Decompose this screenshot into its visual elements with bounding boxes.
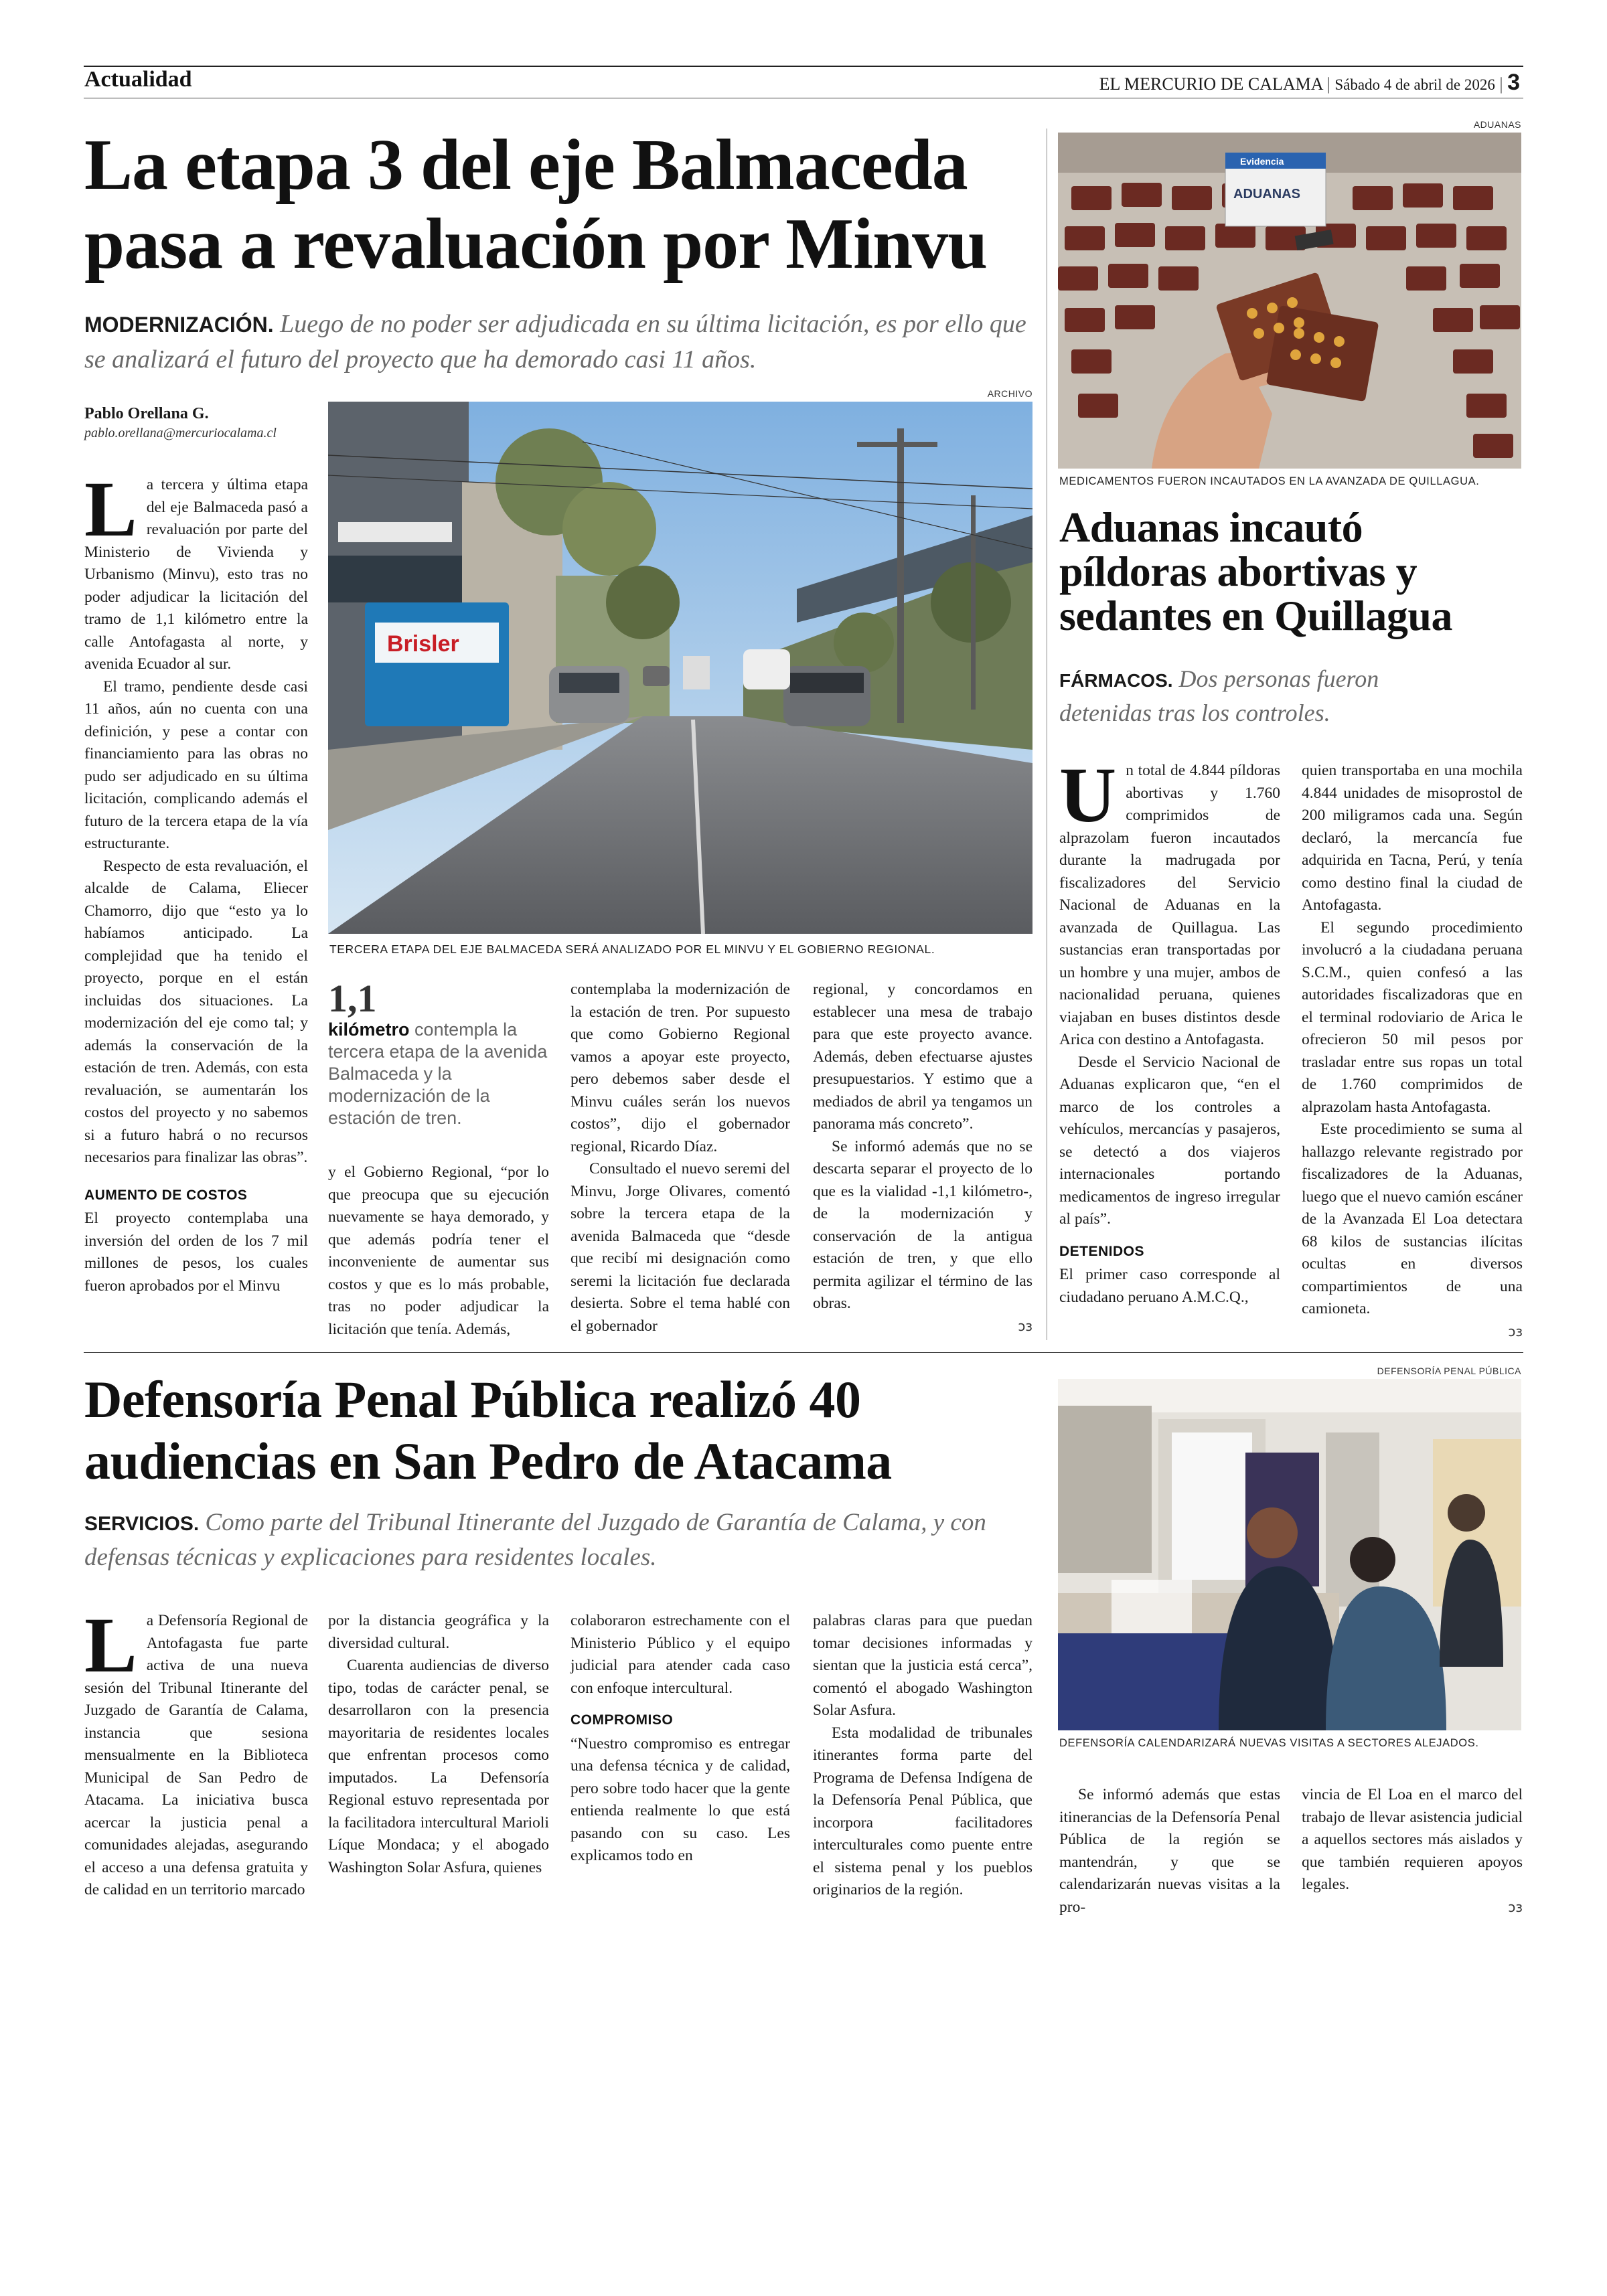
article3-photo: [1058, 1379, 1521, 1730]
article1-paragraph-3: Respecto de esta revaluación, el alcalde de Calama, Eliecer Chamorro, dijo que “esto ya lo habíamos anticipado. La complejidad que ha tenido el proyecto, porque en el están incluidas dos situaciones. La modernización del eje como tal; y además la conservación de la estación de tren. Además, con esta revaluación, se aumentarán los costos del proyecto y no sabemos si a futuro habrá o no recursos necesarios para finalizar las obras”.: [84, 857, 308, 1166]
photo-sign-label: Evidencia: [1240, 156, 1284, 167]
page-folio: EL MERCURIO DE CALAMA | Sábado 4 de abril de 2026 | 3: [1099, 70, 1520, 95]
article2-paragraph-4: quien transportaba en una mochila 4.844 unidades de misoprostol de 200 miligramos cada una. Según declaró, la mercancía fue adquirida en Tacna, Perú, y tenía como destino final la ciudad de Antofagasta.: [1302, 762, 1523, 914]
byline-email: pablo.orellana@mercuriocalama.cl: [84, 426, 277, 440]
article1-deck: [84, 307, 1035, 377]
article3-paragraph-9: vincia de El Loa en el marco del trabajo de llevar asistencia judicial a aquellos sectores más aislados y que también requieren apoyos legales.: [1302, 1786, 1523, 1893]
article1-paragraph-8: regional, y concordamos en establecer una mesa de trabajo para que este proyecto avance. Además, deben efectuarse ajustes presupuestarios. Y estimo que a mediados de abril ya tengamos un panorama más concreto”.: [813, 981, 1032, 1133]
article1-end-mark: ↄз: [1018, 1317, 1032, 1334]
article1-deck-text: Luego de no poder ser adjudicada en su última licitación, es por ello que se analizará el futuro del proyecto que ha demorado casi 11 años.: [84, 310, 1026, 374]
article2-deck: [1059, 663, 1434, 729]
article2-photo-caption: MEDICAMENTOS FUERON INCAUTADOS EN LA AVANZADA DE QUILLAGUA.: [1059, 475, 1480, 487]
article3-paragraph-1: [84, 1601, 308, 1902]
article3-column-2: [328, 1610, 549, 1879]
article3-headline-line1: Defensoría Penal Pública realizó 40: [84, 1370, 861, 1428]
article3-end-mark: ↄз: [1508, 1898, 1523, 1915]
article1-subhead-costs: AUMENTO DE COSTOS: [84, 1187, 248, 1203]
article3-paragraph-8: Se informó además que estas itinerancias de la Defensoría Penal Pública de la región se mantendrán, y que se calendarizarán nuevas visitas a la pro-: [1059, 1786, 1280, 1916]
publication-name: EL MERCURIO DE CALAMA: [1099, 74, 1323, 94]
stat-text: contempla la tercera etapa de la avenida Balmaceda y la modernización de la estación de tren.: [328, 1019, 548, 1128]
article3-drop-cap: L: [84, 1601, 137, 1689]
stat-text-block: [328, 1019, 549, 1129]
article2-p1-text: n total de 4.844 píldoras abortivas y 1.760 comprimidos de alprazolam fueron incautados durante la madrugada por fiscalizadores del Servicio Nacional de Aduanas en la avanzada de Quillagua. Las sustancias eran transportadas por un hombre y una mujer, ambos de nacionalidad peruana, quienes viajaban en buses distintos desde Arica con destino a Antofagasta.: [1059, 762, 1280, 1048]
stat-number: 1,1: [328, 977, 377, 1020]
article1-photo: [328, 402, 1032, 934]
article3-column-3: [570, 1610, 790, 1868]
article3-deck: [84, 1506, 1035, 1574]
article1-kicker: MODERNIZACIÓN.: [84, 313, 274, 337]
article1-column-2: [328, 1161, 549, 1341]
article2-kicker: FÁRMACOS.: [1059, 670, 1173, 691]
article1-paragraph-5: y el Gobierno Regional, “por lo que preocupa que su ejecución nuevamente se haya demorado, y que además podría tener el inconveniente de aumentar sus costos y que es lo más probable, tras no poder adjudicar la licitación que tenía. Además,: [328, 1163, 549, 1338]
article2-headline-line2: píldoras abortivas y: [1059, 548, 1418, 595]
pills-photo-illustration: [1058, 133, 1521, 469]
stat-unit: kilómetro: [328, 1019, 410, 1040]
article1-column-3: [570, 979, 790, 1337]
article2-photo: [1058, 133, 1521, 469]
article3-column-1: [84, 1601, 308, 1902]
photo-sign-text: ADUANAS: [1233, 187, 1300, 201]
article3-p1-text: a Defensoría Regional de Antofagasta fue parte activa de una nueva sesión del Tribunal Itinerante del Juzgado de Garantía de Calama, instancia que sesiona mensualmente en la Biblioteca Municipal de San Pedro de Atacama. La iniciativa busca acercar la justicia penal a comunidades alejadas, asegurando el acceso a una defensa gratuita y de calidad en un territorio marcado: [84, 1612, 308, 1898]
article1-column-1: [84, 465, 308, 1297]
article3-kicker: SERVICIOS.: [84, 1513, 200, 1535]
article3-column-4: [813, 1610, 1032, 1902]
article2-paragraph-3: El primer caso corresponde al ciudadano peruano A.M.C.Q.,: [1059, 1266, 1280, 1306]
article2-column-1: [1059, 751, 1280, 1309]
story-separator-rule: [84, 1352, 1523, 1353]
article1-headline-line2: pasa a revaluación por Minvu: [84, 204, 988, 284]
article2-headline: [1059, 505, 1521, 638]
byline-name: Pablo Orellana G.: [84, 405, 209, 422]
courtroom-photo-illustration: [1058, 1379, 1521, 1730]
article3-paragraph-2: por la distancia geográfica y la diversidad cultural.: [328, 1612, 549, 1652]
article1-paragraph-4: El proyecto contemplaba una inversión del orden de los 7 mil millones de pesos, los cuales fueron aprobados por el Minvu: [84, 1210, 308, 1295]
article1-headline-line1: La etapa 3 del eje Balmaceda: [84, 125, 968, 205]
article2-photo-credit: ADUANAS: [1473, 119, 1521, 130]
article3-paragraph-7: Esta modalidad de tribunales itinerantes forma parte del Programa de Defensa Indígena de la Defensoría Penal Pública, que incorpora facilitadores interculturales como puente entre el sistema penal y los pueblos originarios de la región.: [813, 1724, 1032, 1898]
article3-column-5: [1059, 1784, 1280, 1918]
article1-drop-cap: L: [84, 465, 137, 553]
article3-paragraph-5: “Nuestro compromiso es entregar una defensa técnica y de calidad, pero sobre todo hacer que la gente entienda realmente lo que está pasando con su caso. Les explicamos todo en: [570, 1734, 790, 1864]
article2-paragraph-1: [1059, 751, 1280, 1052]
article2-paragraph-5: El segundo procedimiento involucró a la ciudadana peruana S.C.M., quien confesó a las autoridades fiscalizadoras que en el terminal rodoviario de Arica le ofrecieron 50 mil pesos por trasladar entre sus ropas un total de 1.760 comprimidos de alprazolam hasta Antofagasta.: [1302, 918, 1523, 1116]
kiosk-sign-text: Brisler: [387, 631, 459, 657]
article3-column-6: [1302, 1784, 1523, 1918]
article3-photo-caption: DEFENSORÍA CALENDARIZARÁ NUEVAS VISITAS A SECTORES ALEJADOS.: [1059, 1737, 1479, 1749]
article2-drop-cap: U: [1059, 751, 1117, 839]
article1-stat-box: [328, 979, 549, 1129]
article1-photo-caption: TERCERA ETAPA DEL EJE BALMACEDA SERÁ ANALIZADO POR EL MINVU Y EL GOBIERNO REGIONAL.: [329, 942, 935, 956]
article3-headline-line2: audiencias en San Pedro de Atacama: [84, 1432, 892, 1490]
article3-paragraph-6: palabras claras para que puedan tomar decisiones informadas y sientan que la justicia está cerca”, comentó el abogado Washington Solar Asfura.: [813, 1612, 1032, 1719]
article3-photo-credit: DEFENSORÍA PENAL PÚBLICA: [1377, 1366, 1521, 1376]
article1-p1-text: a tercera y última etapa del eje Balmaceda pasó a revaluación por parte del Ministerio de Vivienda y Urbanismo (Minvu), esto tras no poder adjudicar la licitación del tramo de 1,1 kilómetro entre la calle Antofagasta al norte, y avenida Ecuador al sur.: [84, 476, 308, 673]
street-photo-illustration: [328, 402, 1032, 934]
article3-deck-text: Como parte del Tribunal Itinerante del Juzgado de Garantía de Calama, y con defensas técnicas y explicaciones para residentes locales.: [84, 1509, 986, 1571]
article3-paragraph-4: colaboraron estrechamente con el Ministerio Público y el equipo judicial para atender cada caso con enfoque intercultural.: [570, 1612, 790, 1697]
article2-headline-line1: Aduanas incautó: [1059, 503, 1363, 551]
article2-deck-text: Dos personas fueron detenidas tras los controles.: [1059, 665, 1379, 726]
article3-subhead-commitment: COMPROMISO: [570, 1712, 674, 1728]
publication-date: Sábado 4 de abril de 2026: [1334, 76, 1495, 93]
article3-paragraph-3: Cuarenta audiencias de diverso tipo, todas de carácter penal, se desarrollaron con la presencia mayoritaria de residentes locales que enfrentan procesos como imputados. La Defensoría Regional estuvo representada por la facilitadora intercultural Marioli Líque Mondaca; y el abogado Washington Solar Asfura, quienes: [328, 1657, 549, 1876]
article2-headline-line3: sedantes en Quillagua: [1059, 592, 1452, 639]
article1-photo-credit: ARCHIVO: [987, 388, 1032, 399]
article1-paragraph-6: contemplaba la modernización de la estación de tren. Por supuesto que como Gobierno Regional vamos a apoyar este proyecto, pero debemos saber desde el Minvu cuáles serán los nuevos costos”, dijo el gobernador regional, Ricardo Díaz.: [570, 981, 790, 1155]
article2-end-mark: ↄз: [1508, 1323, 1523, 1339]
article3-headline: [84, 1369, 1042, 1492]
section-label: Actualidad: [84, 67, 192, 92]
article1-paragraph-2: El tramo, pendiente desde casi 11 años, aún no cuenta con una definición, y pese a contar con financiamiento para las obras no pudo ser adjudicado en su última licitación, complicando además el futuro de la tercera etapa de la vía estructurante.: [84, 677, 308, 852]
article1-column-4: [813, 979, 1032, 1337]
article2-subhead-detained: DETENIDOS: [1059, 1243, 1145, 1259]
article1-byline: [84, 405, 319, 441]
page-number: 3: [1507, 70, 1520, 95]
article2-paragraph-2: Desde el Servicio Nacional de Aduanas explicaron que, “en el marco de los controles a vehículos, mercancías y pasajeros, se detectó a dos viajeros internacionales portando medicamentos de ingreso irregular al país”.: [1059, 1053, 1280, 1228]
article1-paragraph-7: Consultado el nuevo seremi del Minvu, Jorge Olivares, comentó sobre la tercera etapa de la avenida Balmaceda que “desde que recibí mi designación como seremi la licitación fue declarada desierta. Sobre el tema hablé con el gobernador: [570, 1160, 790, 1335]
article1-paragraph-1: [84, 465, 308, 676]
article1-headline: [84, 126, 1035, 284]
article2-paragraph-6: Este procedimiento se suma al hallazgo relevante registrado por fiscalizadores de la Aduanas, luego que el nuevo camión escáner de la Avanzada El Loa detectara 68 kilos de sustancias ilícitas ocultas en diversos compartimientos de una camioneta.: [1302, 1121, 1523, 1317]
article2-column-2: [1302, 760, 1523, 1343]
article1-paragraph-9: Se informó además que no se descarta separar el proyecto de lo que es la vialidad -1,1 kilómetro-, de la modernización y conservación de la antigua estación de tren, y que ello permita agilizar el término de las obras.: [813, 1137, 1032, 1312]
header-top-rule: [84, 66, 1523, 67]
